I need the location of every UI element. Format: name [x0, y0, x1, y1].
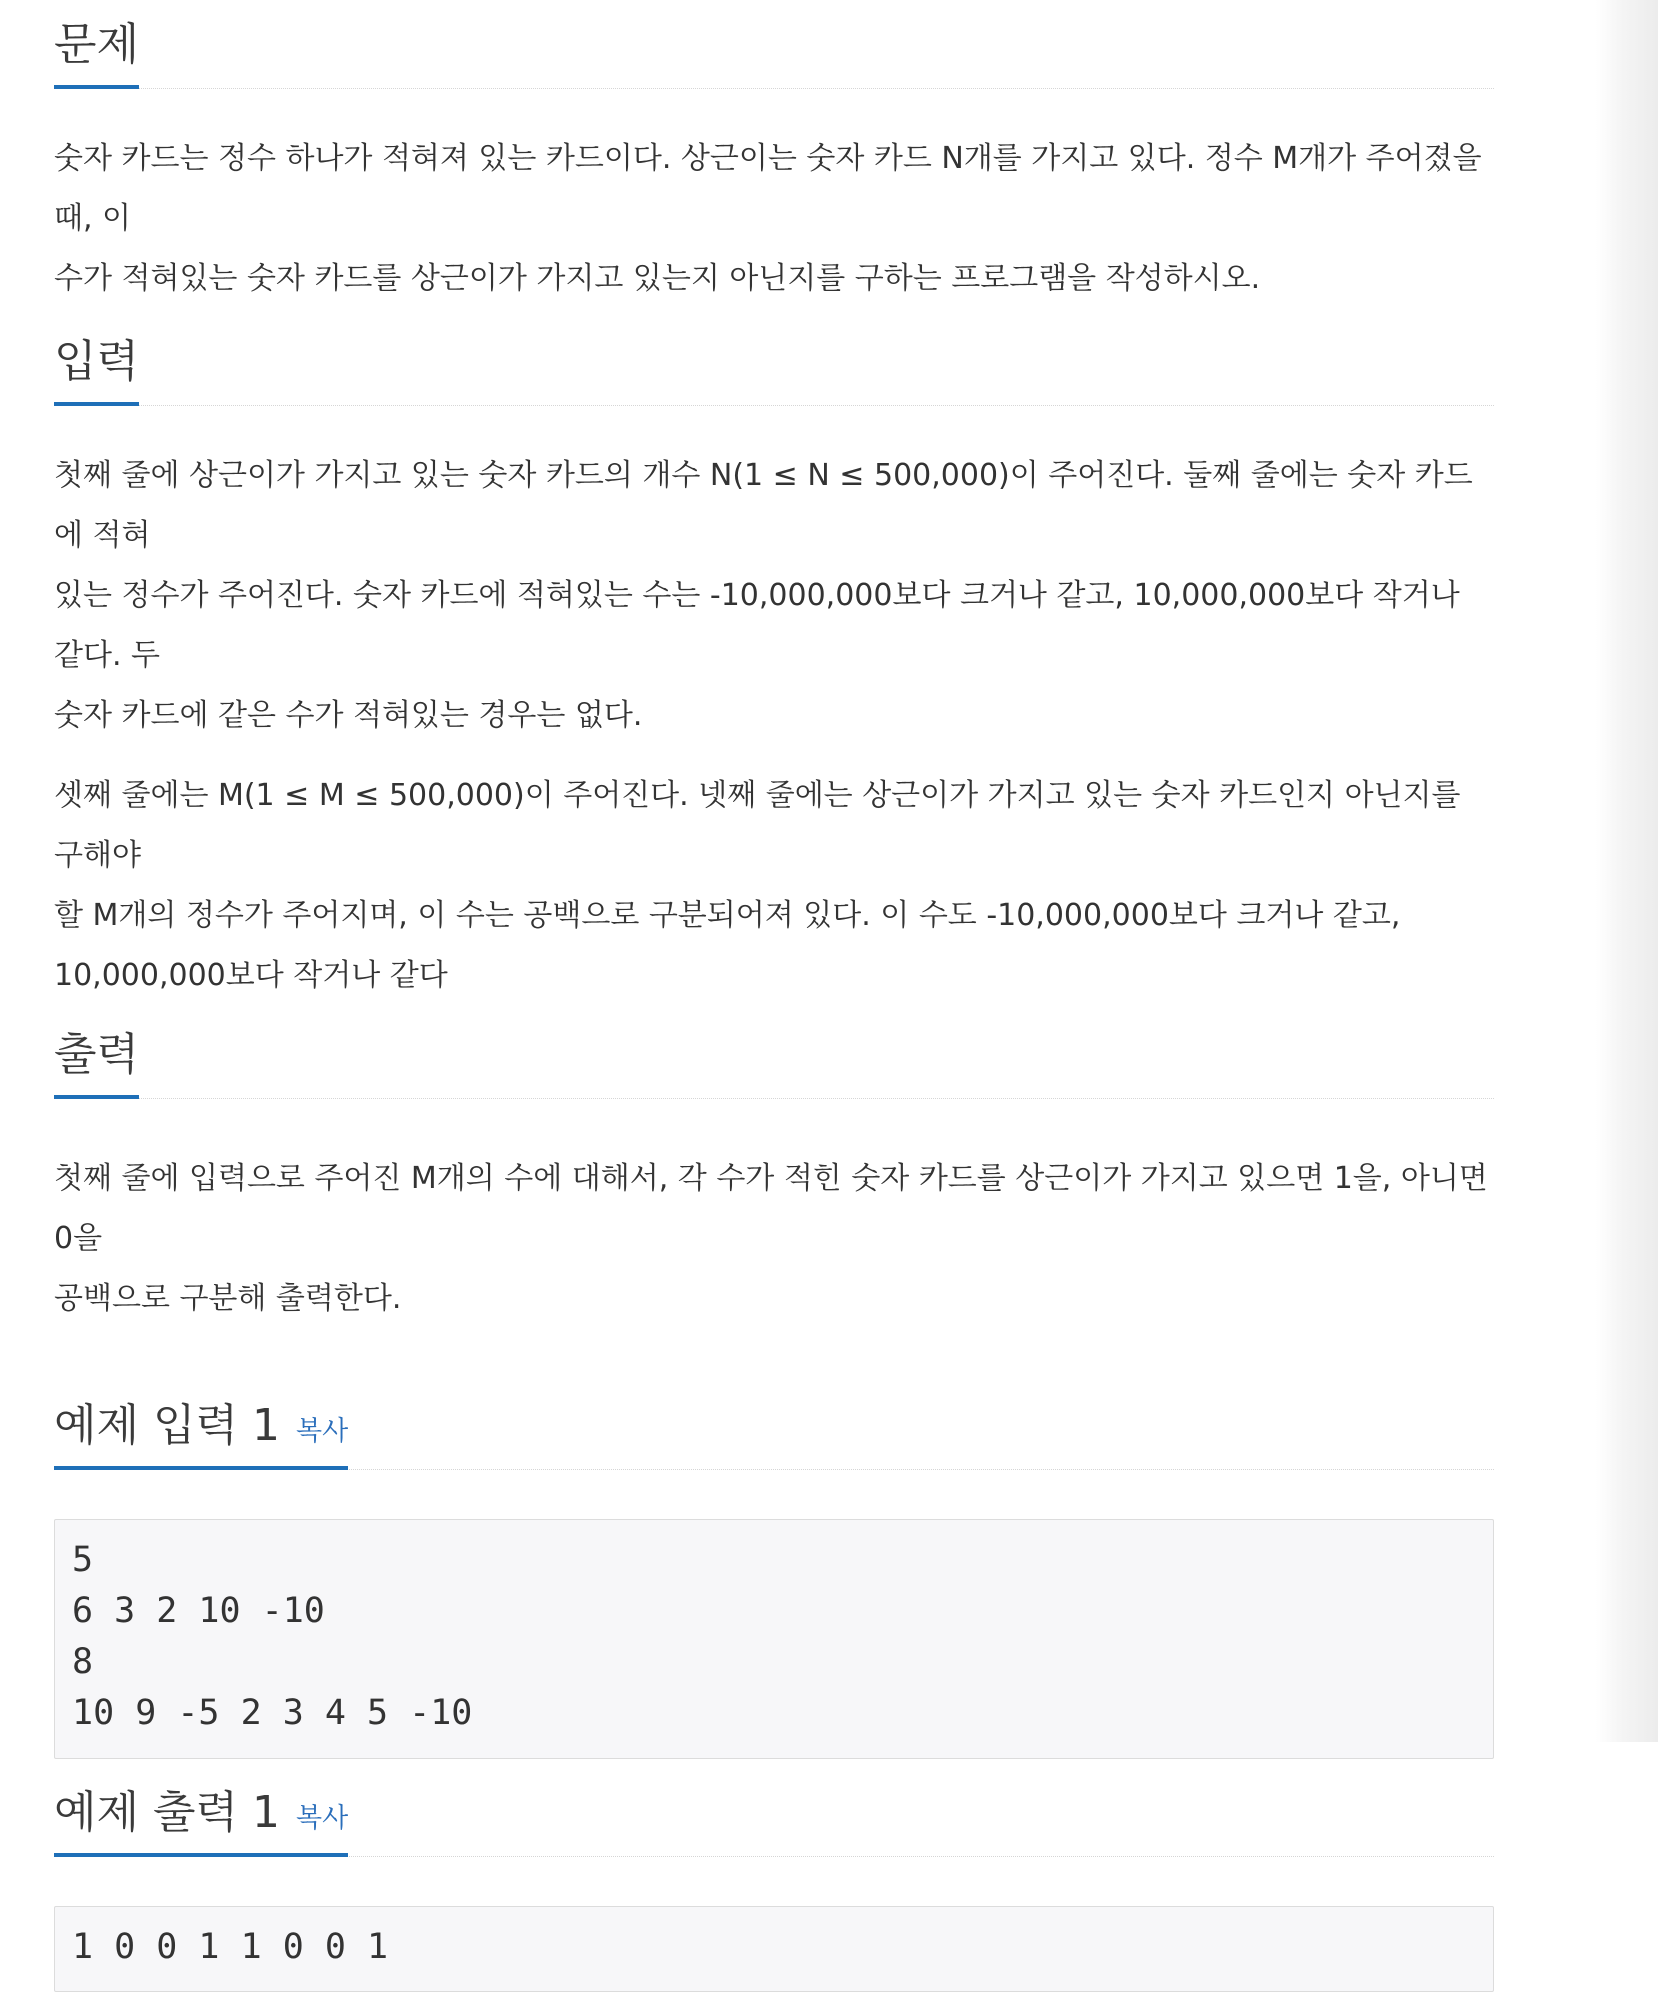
- output-line: 첫째 줄에 입력으로 주어진 M개의 수에 대해서, 각 수가 적힌 숫자 카드를 상근이가 가지고 있으면 1을, 아니면 0을: [54, 1161, 1488, 1256]
- sample-input-line: 10 9 -5 2 3 4 5 -10: [72, 1693, 473, 1733]
- problem-title: 문제: [54, 19, 140, 70]
- input-line: 할 M개의 정수가 주어지며, 이 수는 공백으로 구분되어져 있다. 이 수도 -10,000,000보다 크거나 같고,: [54, 898, 1401, 933]
- problem-description: [54, 129, 1494, 309]
- input-description: [54, 446, 1494, 1006]
- problem-title-wrap: [54, 19, 139, 89]
- output-title-wrap: [54, 1029, 139, 1099]
- input-title-wrap: [54, 336, 139, 406]
- input-line: 숫자 카드에 같은 수가 적혀있는 경우는 없다.: [54, 698, 643, 733]
- input-title: 입력: [54, 336, 140, 387]
- sample-input-title: 예제 입력 1: [54, 1400, 280, 1451]
- sample-input-section-header: [54, 1329, 1494, 1470]
- sample-input-line: 6 3 2 10 -10: [72, 1591, 325, 1631]
- problem-line: 수가 적혀있는 숫자 카드를 상근이가 가지고 있는지 아닌지를 구하는 프로그램을 작성하시오.: [54, 261, 1261, 296]
- input-line: 있는 정수가 주어진다. 숫자 카드에 적혀있는 수는 -10,000,000보다 크거나 같고, 10,000,000보다 작거나 같다. 두: [54, 578, 1460, 673]
- problem-line: 숫자 카드는 정수 하나가 적혀져 있는 카드이다. 상근이는 숫자 카드 N개를 가지고 있다. 정수 M개가 주어졌을 때, 이: [54, 141, 1482, 236]
- sample-output-title-wrap: [54, 1787, 348, 1857]
- input-line: 첫째 줄에 상근이가 가지고 있는 숫자 카드의 개수 N(1 ≤ N ≤ 500,000)이 주어진다. 둘째 줄에는 숫자 카드에 적혀: [54, 458, 1473, 553]
- sample-input-line: 8: [72, 1642, 94, 1682]
- output-line: 공백으로 구분해 출력한다.: [54, 1281, 402, 1316]
- sample-input-title-wrap: [54, 1400, 348, 1470]
- input-section-header: [54, 309, 1494, 406]
- output-section-header: [54, 994, 1494, 1099]
- sample-input-line: 5: [72, 1540, 94, 1580]
- sample-output-title: 예제 출력 1: [54, 1787, 280, 1838]
- sample-output-line: 1 0 0 1 1 0 0 1: [72, 1927, 389, 1967]
- sample-input-box[interactable]: [54, 1519, 1494, 1759]
- sample-output-box[interactable]: [54, 1906, 1494, 1992]
- problem-content: [54, 0, 1494, 1992]
- problem-section-header: [54, 0, 1494, 89]
- output-title: 출력: [54, 1029, 140, 1080]
- output-description: [54, 1149, 1494, 1329]
- page-edge-shadow: [1596, 0, 1658, 1742]
- input-line: 10,000,000보다 작거나 같다: [54, 958, 448, 993]
- sample-output-section-header: [54, 1759, 1494, 1857]
- input-line: 셋째 줄에는 M(1 ≤ M ≤ 500,000)이 주어진다. 넷째 줄에는 상근이가 가지고 있는 숫자 카드인지 아닌지를 구해야: [54, 778, 1461, 873]
- copy-sample-input-link[interactable]: 복사: [295, 1416, 349, 1447]
- copy-sample-output-link[interactable]: 복사: [295, 1803, 349, 1834]
